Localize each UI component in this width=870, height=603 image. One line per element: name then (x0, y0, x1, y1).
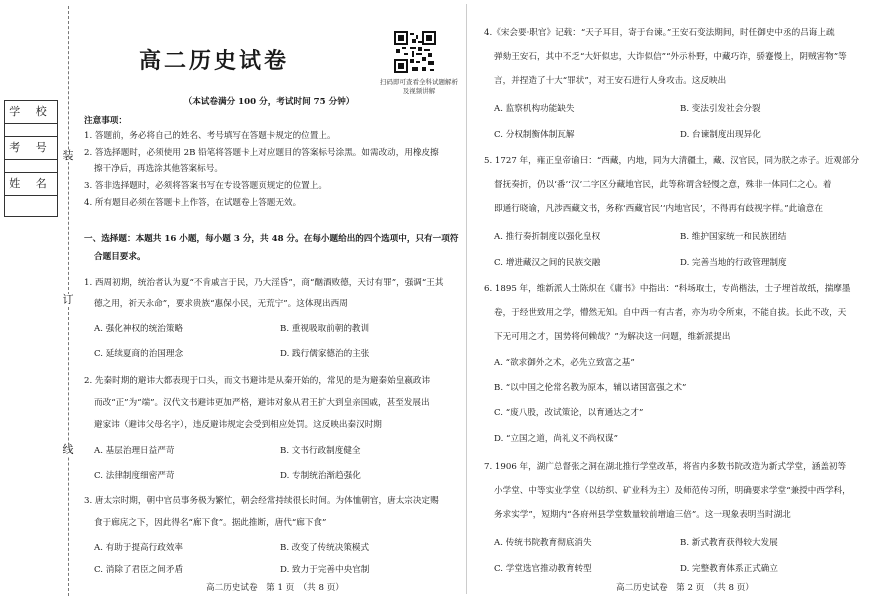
page-footer-1: 高二历史试卷 第 1 页 （共 8 页） (206, 583, 344, 593)
name-field[interactable] (5, 196, 57, 216)
question-5-option-c[interactable]: C. 增进藏汉之间的民族交融 (494, 258, 601, 268)
question-2-option-c[interactable]: C. 法律制度细密严苛 (94, 471, 175, 481)
section-heading-cont: 合题目要求。 (94, 252, 146, 262)
question-4-option-d[interactable]: D. 台谏制度出现异化 (680, 130, 761, 140)
section-heading: 一、选择题：本题共 16 小题，每小题 3 分，共 48 分。在每小题给出的四个选项中，只有一项符 (84, 234, 459, 244)
question-5-stem: 督抚奏折，仍以‘番’‘汉’二字区分藏地官民，此等称谓含轻慢之意，殊非一体同仁之心。着 (494, 180, 832, 190)
question-4-stem: 言，并捏造了十大“罪状”，对王安石进行人身攻击。这反映出 (494, 76, 727, 86)
question-4-option-c[interactable]: C. 分权制衡体制瓦解 (494, 130, 575, 140)
question-2-stem: 2. 先秦时期的避讳大都表现于口头，而文书避讳是从秦开始的，常见的是为避秦始皇嬴政讳 (84, 376, 431, 386)
page-footer-2: 高二历史试卷 第 2 页 （共 8 页） (616, 583, 754, 593)
binding-mark-xian: 线 (62, 443, 74, 456)
question-2-option-b[interactable]: B. 文书行政制度健全 (280, 446, 361, 456)
note-item: 1. 答题前，务必将自己的姓名、考号填写在答题卡规定的位置上。 (84, 131, 336, 141)
question-6-option-b[interactable]: B. “以中国之伦常名教为原本，辅以诸国富强之术” (494, 383, 687, 393)
binding-margin (0, 0, 74, 603)
note-item: 擦干净后，再选涂其他答案标号。 (94, 164, 223, 174)
qr-caption: 扫码即可查看全科试题解析及视频讲解 (380, 78, 458, 95)
question-2-stem: 避家讳（避讳父母名字），违反避讳规定会受到相应处罚。这反映出秦汉时期 (94, 420, 382, 430)
question-6-option-d[interactable]: D. “立国之道，尚礼义不尚权谋” (494, 434, 618, 444)
question-2-stem: 而改“正”为“端”。汉代文书避讳更加严格，避讳对象从君王扩大到皇亲国戚，甚至发展出 (94, 398, 430, 408)
question-7-stem: 7. 1906 年，湖广总督张之洞在湖北推行学堂改革，将省内多数书院改造为新式学堂，涵盖初等 (484, 462, 847, 472)
question-1-stem: 1. 西周初期，统治者认为夏“不肯戚言于民，乃大淫昏”，商“酗酒败德，天讨有罪”，强调“王其 (84, 278, 444, 288)
question-6-option-a[interactable]: A. “欲求御外之术，必先立致富之基” (494, 358, 635, 368)
question-6-stem: 下无可用之才，国势将何赖哉？”为解决这一问题，维新派提出 (494, 332, 731, 342)
binding-mark-ding: 订 (62, 293, 74, 306)
exam-number-field[interactable] (5, 160, 57, 173)
note-item: 2. 答选择题时，必须使用 2B 铅笔将答题卡上对应题目的答案标号涂黑。如需改动，用橡皮擦 (84, 148, 439, 158)
student-info-box (4, 100, 58, 217)
question-7-stem: 务求实学”，短期内“各府州县学堂数量较前增逾三倍”。这一现象表明当时湖北 (494, 510, 791, 520)
question-3-stem: 3. 唐太宗时期，朝中官员事务极为繁忙，朝会经常持续很长时间。为体恤朝官，唐太宗决定赐 (84, 496, 439, 506)
question-7-option-d[interactable]: D. 完整教育体系正式确立 (680, 564, 778, 574)
school-label: 学 校 (5, 101, 57, 124)
question-4-option-b[interactable]: B. 变法引发社会分裂 (680, 104, 761, 114)
exam-meta: （本试卷满分 100 分，考试时间 75 分钟） (183, 97, 355, 107)
qr-code-icon[interactable] (394, 31, 436, 73)
question-5-stem: 即通行晓谕，凡涉西藏文书，务称‘西藏官民’‘内地官民’，不得再有歧视字样。”此谕意在 (494, 204, 823, 214)
note-item: 3. 答非选择题时，必须将答案书写在专设答题页规定的位置上。 (84, 181, 327, 191)
question-4-option-a[interactable]: A. 监察机构功能缺失 (494, 104, 575, 114)
question-3-option-c[interactable]: C. 消除了君臣之间矛盾 (94, 565, 184, 575)
question-6-stem: 卷，于经世致用之学，懵然无知。自中西一有古者，亦为功令所束，不能自拔。长此不改，天 (494, 308, 847, 318)
question-6-option-c[interactable]: C. “废八股，改试策论，以育通达之才” (494, 408, 644, 418)
question-4-stem: 弹劾王安石，其中不乏“大奸似忠，大诈似信”“外示朴野，中藏巧诈，骄蹇慢上，阴贼害物”等 (494, 52, 847, 62)
question-5-option-d[interactable]: D. 完善当地的行政管理制度 (680, 258, 787, 268)
question-3-option-a[interactable]: A. 有助于提高行政效率 (94, 543, 184, 553)
question-7-stem: 小学堂、中等实业学堂（以纺织、矿业科为主）及师范传习所，明确要求学堂“兼授中西学科， (494, 486, 851, 496)
question-1-option-b[interactable]: B. 重视吸取前朝的教训 (280, 324, 370, 334)
question-2-option-d[interactable]: D. 专制统治渐趋强化 (280, 471, 361, 481)
question-1-stem: 德之用，祈天永命”，要求贵族“惠保小民，无荒宁”。这体现出西周 (94, 299, 348, 309)
question-2-option-a[interactable]: A. 基层治理日益严苛 (94, 446, 175, 456)
question-7-option-c[interactable]: C. 学堂选官推动教育转型 (494, 564, 592, 574)
page-divider (466, 4, 467, 594)
question-3-option-b[interactable]: B. 改变了传统决策模式 (280, 543, 370, 553)
question-5-option-b[interactable]: B. 维护国家统一和民族团结 (680, 232, 787, 242)
question-6-stem: 6. 1895 年，维新派人士陈炽在《庸书》中指出：“科场取士，专尚楷法，士子埋首故纸，揣摩墨 (484, 284, 851, 294)
question-1-option-c[interactable]: C. 延续夏商的治国理念 (94, 349, 184, 359)
question-1-option-a[interactable]: A. 强化神权的统治策略 (94, 324, 184, 334)
notes-heading: 注意事项： (84, 116, 127, 126)
note-item: 4. 所有题目必须在答题卡上作答，在试题卷上答题无效。 (84, 198, 302, 208)
exam-number-label: 考 号 (5, 137, 57, 160)
question-3-stem: 食于廊庑之下，因此得名“廊下食”。据此推断，唐代“廊下食” (94, 518, 327, 528)
question-7-option-b[interactable]: B. 新式教育获得较大发展 (680, 538, 778, 548)
question-1-option-d[interactable]: D. 践行儒家德治的主张 (280, 349, 370, 359)
question-4-stem: 4.《宋会要·职官》记载：“天子耳目，寄于台谏。”王安石变法期间，时任御史中丞的吕诲上疏 (484, 28, 835, 38)
name-label: 姓 名 (5, 173, 57, 196)
school-field[interactable] (5, 124, 57, 137)
question-7-option-a[interactable]: A. 传统书院教育彻底消失 (494, 538, 592, 548)
exam-title: 高二历史试卷 (138, 49, 289, 74)
question-5-option-a[interactable]: A. 推行奏折制度以强化皇权 (494, 232, 601, 242)
question-3-option-d[interactable]: D. 致力于完善中央官制 (280, 565, 370, 575)
binding-mark-zhuang: 装 (62, 149, 74, 162)
question-5-stem: 5. 1727 年，雍正皇帝谕曰：“西藏，内地，同为大清疆土，藏、汉官民，同为朕之赤子。近观部分 (484, 156, 860, 166)
